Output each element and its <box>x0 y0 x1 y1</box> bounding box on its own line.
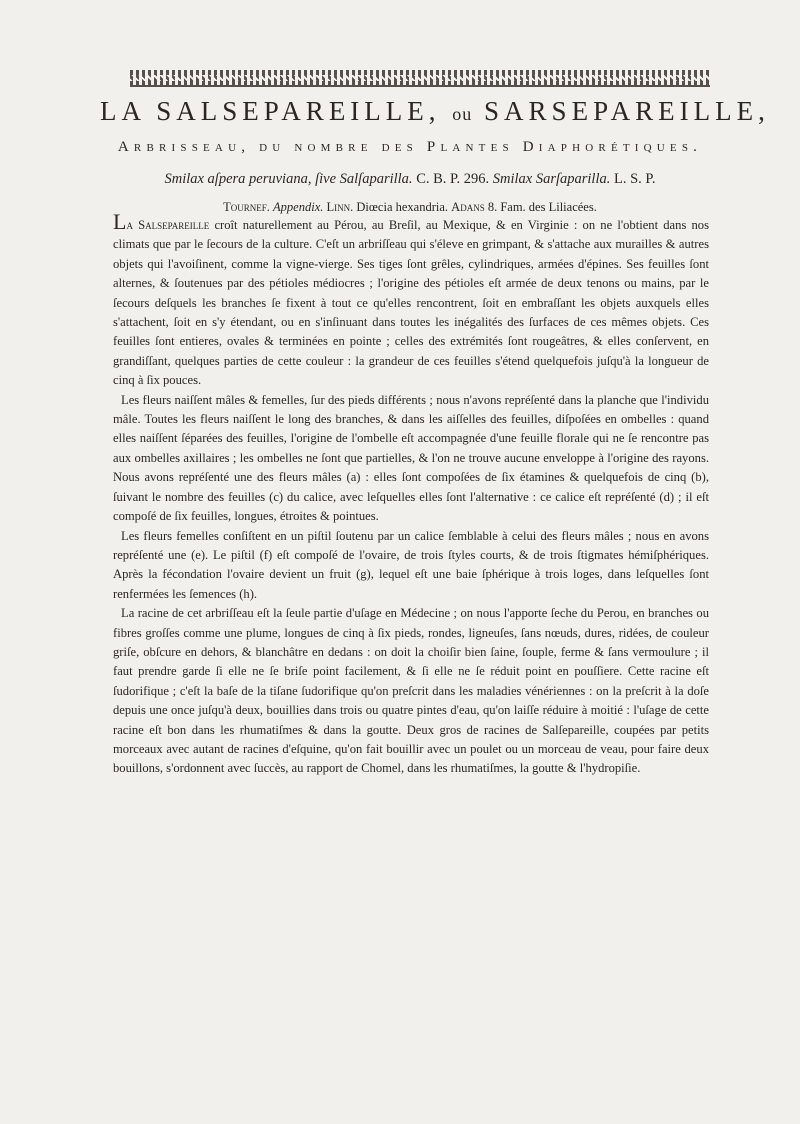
page-subtitle: Arbrisseau, du nombre des Plantes Diaphorétiques. <box>117 139 703 155</box>
botanical-synonyms <box>100 171 720 188</box>
body-text <box>113 209 710 779</box>
ref-appendix: Appendix. <box>273 200 324 214</box>
ref-linn-class: Diœcia hexandria. <box>356 200 449 214</box>
ref-adans-family: 8. Fam. des Liliacées. <box>487 200 597 214</box>
bauhin-ref: C. B. P. 296. <box>416 171 490 187</box>
paragraph-1-text: croît naturellement au Pérou, au Breſil, au Mexique, & en Virginie : on ne l'obtient dans nos climats que par le ſecours de la culture. C'eſt un arbriſſeau qui s'éleve en grimpant, & s'attache aux murailles & autres objets qui l'avoiſinent, comme la vigne-vierge. Ses tiges ſont grêles, cylindriques, armées d'épines. Ses feuilles ſont alternes, & ſoutenues par des pétioles médiocres ; l'origine des pétioles eſt armée de deux tenons ou mains, par le ſecours deſquels les branches ſe fixent à tout ce qu'elles rencontrent, ſoit en embraſſant les objets auxquels elles s'attachent, ſoit en s'y étendant, ou en s'inſinuant dans toutes les inégalités des ſurfaces de ces mêmes objets. Ces feuilles ſont entieres, ovales & terminées en pointe ; celles des extrémités ſont rougeâtres, & elles conſervent, en grandiſſant, quelques parties de cette couleur : la grandeur de ces feuilles s'étend quelquefois juſqu'à la longueur de cinq à ſix pouces. <box>113 218 710 388</box>
decorative-header-band <box>130 70 710 86</box>
ref-adans: Adans <box>451 200 485 214</box>
ref-linn: Linn. <box>326 200 354 214</box>
linnaeus-ref: L. S. P. <box>614 171 656 187</box>
paragraph-lead: a Salsepareille <box>126 218 210 232</box>
ref-tournef: Tournef. <box>223 200 270 214</box>
title-main-a: LA SALSEPAREILLE, <box>100 96 441 126</box>
paragraph-flowers-male: Les fleurs naiſſent mâles & femelles, ſur des pieds différents ; nous n'avons repréſenté dans la planche que l'individu mâle. Toutes les fleurs naiſſent le long des branches, & dans les aiſſelles des feuilles, diſpoſées en ombelles : quand elles naiſſent ſéparées des feuilles, l'origine de l'ombelle eſt accompagnée d'une feuille florale qui ne ſe rencontre pas aux ombelles axillaires ; les ombelles ne ſont que partielles, & l'on ne trouve aucune enveloppe à l'origine des rayons. Nous avons repréſenté une des fleurs mâles (a) : elles ſont compoſées de ſix étamines & quelquefois de cinq (b), ſuivant le nombre des feuilles (c) du calice, avec leſquelles elles ſont l'alternative : ce calice eſt repréſenté (d) ; il eſt compoſé de ſix feuilles, longues, étroites & pointues. <box>113 392 709 524</box>
paragraph-description <box>113 209 710 391</box>
title-conjunction: ou <box>452 104 473 124</box>
drop-cap: L <box>113 209 127 234</box>
page-title <box>100 96 770 127</box>
paragraph-flowers-female: Les fleurs femelles conſiſtent en un piſtil ſoutenu par un calice ſemblable à celui des fleurs mâles ; nous en avons repréſenté une (e). Le piſtil (f) eſt compoſé de l'ovaire, de trois ſtyles courts, & de trois ſtigmates hémiſphériques. Après la fécondation l'ovaire devient un fruit (g), lequel eſt une baie ſphérique à trois loges, dans leſquelles ſont renfermées les ſemences (h). <box>113 528 709 601</box>
paragraph-root-medicine: La racine de cet arbriſſeau eſt la ſeule partie d'uſage en Médecine ; on nous l'apporte ſeche du Perou, en branches ou fibres groſſes comme une plume, longues de cinq à ſix pieds, rondes, ligneuſes, ſans nœuds, dures, ridées, de couleur griſe, obſcure en dehors, & blanchâtre en dedans : on doit la choiſir bien ſaine, ſouple, ferme & ſans vermoulure ; il faut prendre garde ſi elle ne ſe briſe point facilement, & ſi elle ne ſe réduit point en pouſſiere. Cette racine eſt ſudorifique ; c'eſt la baſe de la tiſane ſudorifique qu'on preſcrit dans les maladies vénériennes : on la preſcrit à la doſe depuis une once juſqu'à deux, bouillies dans trois ou quatre pintes d'eau, qu'on laiſſe réduire à moitié : l'uſage de cette racine eſt bon dans les rhumatiſmes & dans la goutte. Deux gros de racines de Salſepareille, coupées par petits morceaux avec autant de racines d'eſquine, qu'on fait bouillir avec un poulet ou un morceau de veau, pour faire deux bouillons, s'ordonnent avec ſuccès, au rapport de Chomel, dans les rhumatiſmes, la goutte & l'hydropiſie. <box>113 606 709 776</box>
linnaeus-name: Smilax Sarſaparilla. <box>492 171 611 187</box>
bauhin-name: Smilax aſpera peruviana, ſive Salſaparilla. <box>164 171 413 187</box>
title-main-b: SARSEPAREILLE, <box>484 96 770 126</box>
classification-references <box>100 200 720 215</box>
